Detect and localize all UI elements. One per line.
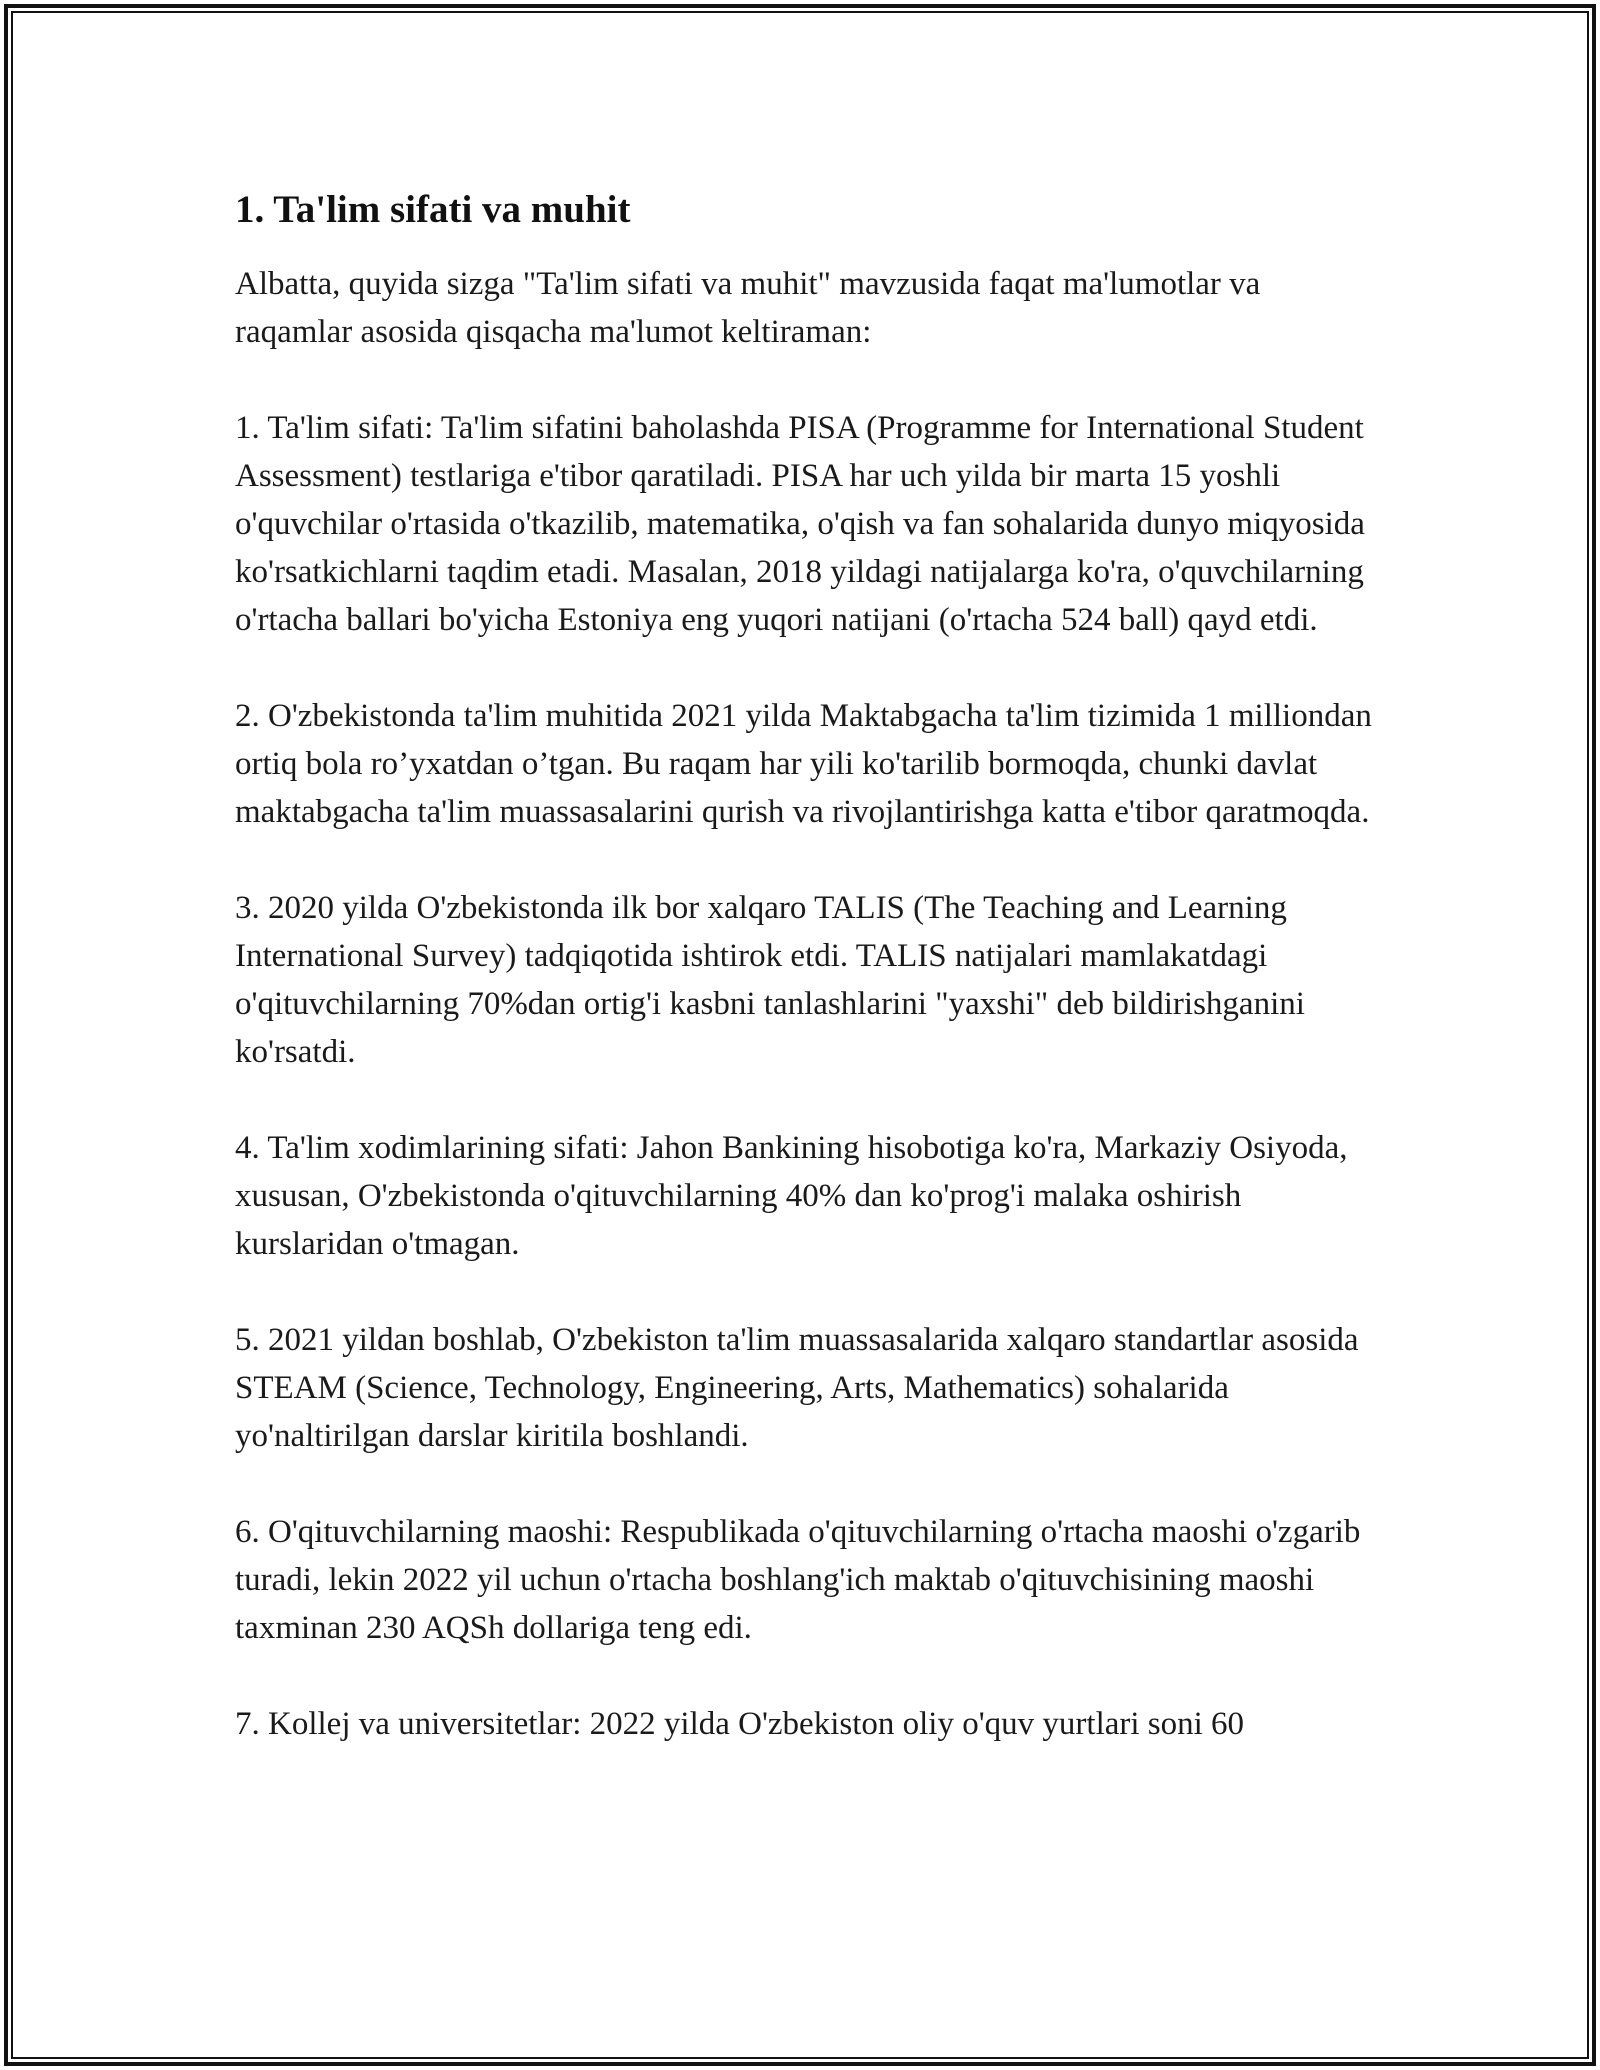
document-heading: 1. Ta'lim sifati va muhit [235, 188, 631, 231]
paragraph-pisa: 1. Ta'lim sifati: Ta'lim sifatini baholashda PISA (Programme for International Student Assessment) testlariga e'tibor qaratiladi. PISA har uch yilda bir marta 15 yoshli o'quvchilar o'rtasida o'tkazilib, matematika, o'qish va fan sohalarida dunyo miqyosida ko'rsatkichlarni taqdim etadi. Masalan, 2018 yildagi natijalarga ko'ra, o'quvchilarning o'rtacha ballari bo'yicha Estoniya eng yuqori natijani (o'rtacha 524 ball) qayd etdi. [235, 410, 1365, 638]
intro-paragraph: Albatta, quyida sizga "Ta'lim sifati va muhit" mavzusida faqat ma'lumotlar va raqamlar asosida qisqacha ma'lumot keltiraman: [235, 266, 1261, 350]
document-body [235, 186, 1375, 1748]
paragraph-universities: 7. Kollej va universitetlar: 2022 yilda O'zbekiston oliy o'quv yurtlari soni 60 [235, 1706, 1245, 1742]
paragraph-salary: 6. O'qituvchilarning maoshi: Respublikada o'qituvchilarning o'rtacha maoshi o'zgarib turadi, lekin 2022 yil uchun o'rtacha boshlang'ich maktab o'qituvchisining maoshi taxminan 230 AQSh dollariga teng edi. [235, 1514, 1361, 1646]
paragraph-staff-quality: 4. Ta'lim xodimlarining sifati: Jahon Bankining hisobotiga ko'ra, Markaziy Osiyoda, xususan, O'zbekistonda o'qituvchilarning 40% dan ko'prog'i malaka oshirish kurslaridan o'tmagan. [235, 1130, 1348, 1262]
paragraph-preschool: 2. O'zbekistonda ta'lim muhitida 2021 yilda Maktabgacha ta'lim tizimida 1 milliondan ortiq bola ro’yxatdan o’tgan. Bu raqam har yili ko'tarilib bormoqda, chunki davlat maktabgacha ta'lim muassasalarini qurish va rivojlantirishga katta e'tibor qaratmoqda. [235, 698, 1372, 830]
paragraph-steam: 5. 2021 yildan boshlab, O'zbekiston ta'lim muassasalarida xalqaro standartlar asosida STEAM (Science, Technology, Engineering, Arts, Mathematics) sohalarida yo'naltirilgan darslar kiritila boshlandi. [235, 1322, 1359, 1454]
paragraph-talis: 3. 2020 yilda O'zbekistonda ilk bor xalqaro TALIS (The Teaching and Learning International Survey) tadqiqotida ishtirok etdi. TALIS natijalari mamlakatdagi o'qituvchilarning 70%dan ortig'i kasbni tanlashlarini "yaxshi" deb bildirishganini ko'rsatdi. [235, 890, 1305, 1070]
